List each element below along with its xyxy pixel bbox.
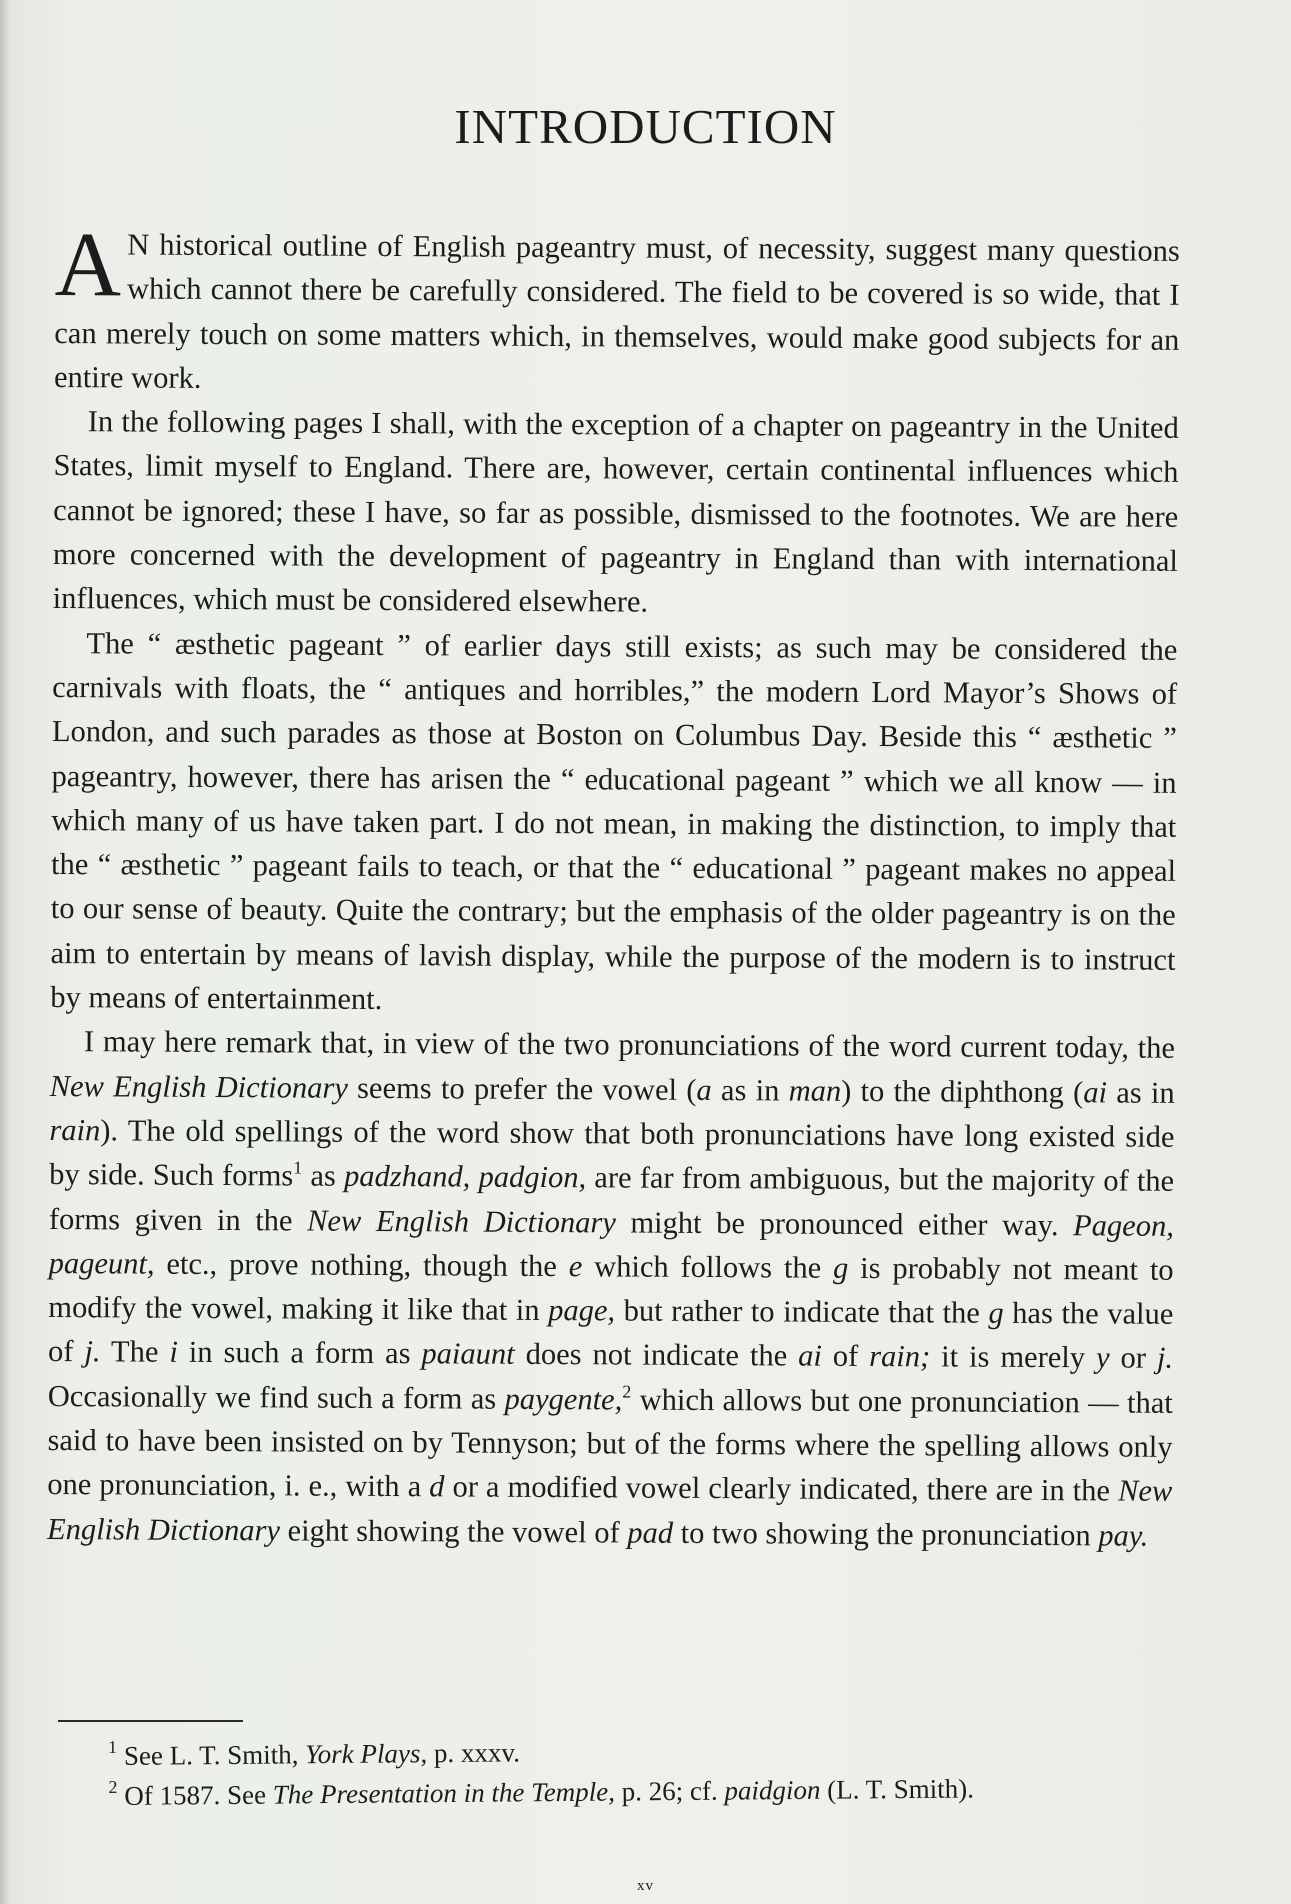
text-run: The — [100, 1334, 170, 1370]
drop-cap: A — [54, 213, 122, 316]
text-run: which allows but one pronunciation — that said to have been insisted on by Tennyson; but of the forms where the spelling allows only one pronunciation, i. e., with a — [47, 1382, 1173, 1504]
text-run: are far from ambiguous, but the majority of the forms given in the — [48, 1160, 1175, 1238]
italic-run: padzhand, padgion, — [343, 1159, 587, 1195]
text-run: which follows the — [582, 1249, 834, 1285]
chapter-title: INTRODUCTION — [454, 99, 837, 154]
italic-run: j. — [1156, 1341, 1174, 1376]
text-run: See L. T. Smith, — [123, 1739, 306, 1771]
paragraph-1-text: N historical outline of English pageantry must, of necessity, suggest many questions which cannot there be carefully considered. The field to be covered is so wide, that I can merely touch on some matters which, in themselves, would make good subjects for an entire work. — [53, 227, 1180, 395]
italic-run: g — [988, 1295, 1004, 1330]
italic-run: pad — [627, 1515, 674, 1550]
text-run: etc., prove nothing, though the — [154, 1246, 569, 1283]
italic-run: The Presentation in the Temple, — [272, 1776, 616, 1810]
text-run: or — [1109, 1340, 1158, 1376]
text-run: has the value of — [47, 1295, 1174, 1369]
footnotes — [108, 1727, 1109, 1816]
italic-run: i — [169, 1335, 178, 1370]
text-run: I may here remark that, in view of the two pronunciations of the word current today, the — [83, 1024, 1176, 1066]
footnote-mark: 2 — [108, 1776, 118, 1797]
footnote-2 — [108, 1767, 1108, 1816]
text-run: it is merely — [930, 1339, 1097, 1375]
paragraph-1 — [53, 213, 1180, 406]
italic-run: rain; — [869, 1339, 931, 1374]
text-run: is probably not meant to modify the vowel, making it like that in — [48, 1250, 1174, 1328]
italic-run: y — [1095, 1340, 1110, 1375]
footnote-mark: 1 — [108, 1736, 118, 1757]
text-run: or a modified vowel clearly indicated, there are in the — [444, 1469, 1119, 1508]
footnote-ref-1: 1 — [293, 1157, 303, 1178]
text-run: seems to prefer the vowel ( — [347, 1070, 697, 1107]
text-run: p. xxxv. — [427, 1737, 521, 1769]
text-run: eight showing the vowel of — [279, 1513, 628, 1550]
footnote-rule — [58, 1720, 243, 1722]
text-run: as in — [711, 1072, 789, 1108]
text-run: (L. T. Smith). — [820, 1773, 975, 1805]
text-run: to two showing the pronunciation — [672, 1515, 1099, 1553]
italic-run: pay. — [1098, 1518, 1149, 1553]
text-run: might be pronounced either way. — [615, 1204, 1074, 1242]
text-run: Of 1587. See — [124, 1779, 273, 1811]
body-text — [46, 213, 1180, 1558]
italic-run: York Plays, — [305, 1738, 428, 1770]
text-run: of — [821, 1339, 870, 1374]
text-run: but rather to indicate that the — [614, 1293, 989, 1330]
italic-run: Pageon, pageunt, — [48, 1207, 1174, 1281]
italic-run: j. — [84, 1334, 101, 1369]
italic-run: ai — [798, 1338, 823, 1374]
italic-run: man — [788, 1073, 842, 1108]
italic-run: d — [429, 1469, 445, 1504]
italic-run: ai — [1083, 1074, 1108, 1110]
text-run: ). The old spellings of the word show that both pronunciations have long existed side by side. Such forms — [49, 1113, 1175, 1193]
italic-run: page, — [548, 1293, 616, 1328]
italic-run: New English Dictionary — [307, 1203, 616, 1239]
text-run: in such a form as — [177, 1335, 422, 1371]
italic-run: rain — [49, 1112, 101, 1148]
footnote-ref-2: 2 — [622, 1381, 632, 1402]
paragraph-2: In the following pages I shall, with the exception of a chapter on pageantry in the United States, limit myself to England. There are, however, certain continental influences which cannot be ignored; these I have, so far as possible, dismissed to the footnotes. We are here more concerned with the development of pageantry in England than with international influences, which must be considered elsewhere. — [52, 404, 1179, 620]
text-run: ) to the diphthong ( — [841, 1073, 1084, 1109]
page-number: xv — [637, 1878, 654, 1894]
text-run: as — [302, 1158, 345, 1194]
paragraph-4 — [47, 1019, 1175, 1557]
paragraph-3: The “ æsthetic pageant ” of earlier days still exists; as such may be considered the carnivals with floats, the “ antiques and horribles,” the modern Lord Mayor’s Shows of London, and such parades as those at Boston on Columbus Day. Beside this “ æsthetic ” pageantry, however, there has arisen the “ educational pageant ” which we all know — in which many of us have taken part. I do not mean, in making the distinction, to imply that the “ æsthetic ” pageant fails to teach, or that the “ educational ” pageant makes no appeal to our sense of beauty. Quite the contrary; but the emphasis of the older pageantry is on the aim to entertain by means of lavish display, while the purpose of the modern is to instruct by means of entertainment. — [50, 625, 1178, 1017]
italic-run: New English Dictionary — [46, 1473, 1173, 1548]
page-gutter-shadow — [0, 0, 10, 1904]
text-run: does not indicate the — [514, 1337, 799, 1373]
italic-run: paidgion — [724, 1774, 821, 1806]
italic-run: paiaunt — [421, 1336, 515, 1372]
italic-run: New English Dictionary — [49, 1068, 348, 1105]
italic-run: e — [568, 1248, 583, 1284]
text-run: as in — [1106, 1075, 1175, 1110]
text-run: p. 26; cf. — [614, 1775, 725, 1807]
italic-run: a — [696, 1072, 712, 1107]
italic-run: g — [832, 1250, 849, 1285]
italic-run: paygente, — [504, 1381, 623, 1417]
text-run: Occasionally we find such a form as — [47, 1378, 505, 1416]
